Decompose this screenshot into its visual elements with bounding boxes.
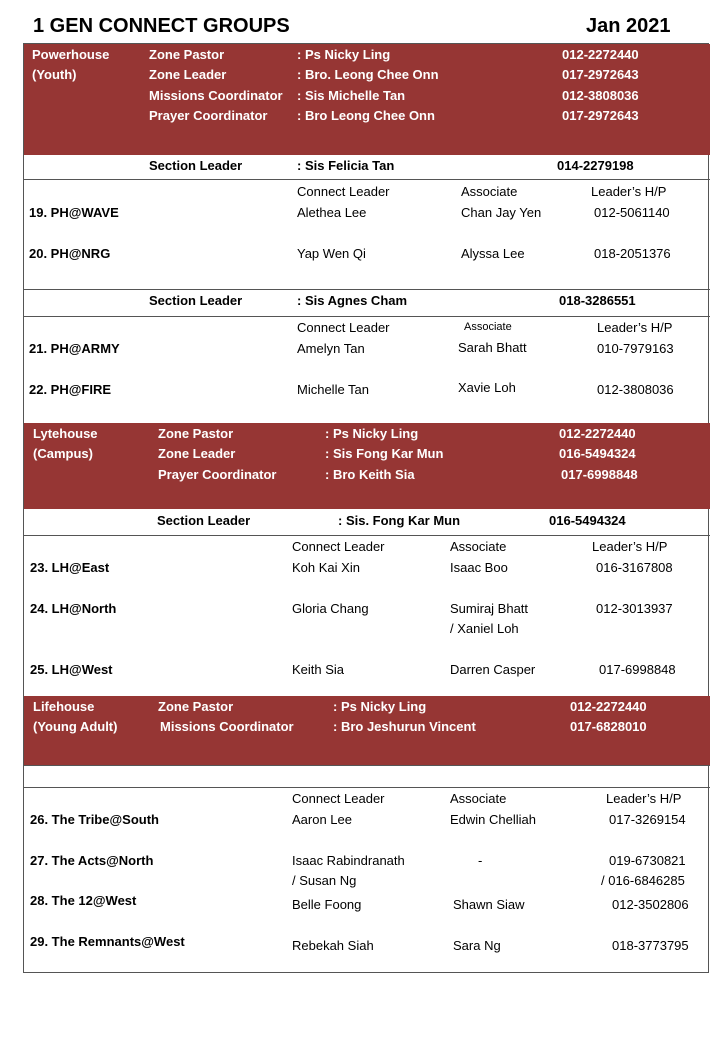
divider bbox=[24, 535, 710, 536]
group-associate: Sarah Bhatt bbox=[458, 340, 527, 355]
group-name: 26. The Tribe@South bbox=[30, 812, 159, 827]
group-leader: Alethea Lee bbox=[297, 205, 367, 220]
group-name: 23. LH@East bbox=[30, 560, 110, 575]
zone-sub: (Youth) bbox=[32, 67, 77, 82]
group-name: 22. PH@FIRE bbox=[29, 382, 112, 397]
group-phone-extra: / 016-6846285 bbox=[601, 873, 685, 888]
col-header-leader: Connect Leader bbox=[297, 184, 390, 199]
zone-name: Lytehouse bbox=[33, 426, 98, 441]
zone-phone: 012-2272440 bbox=[559, 426, 636, 441]
group-name: 20. PH@NRG bbox=[29, 246, 111, 261]
group-leader: Amelyn Tan bbox=[297, 341, 365, 356]
divider bbox=[24, 316, 710, 317]
section-person: : Sis Agnes Cham bbox=[297, 293, 408, 308]
group-phone: 019-6730821 bbox=[609, 853, 686, 868]
zone-person: : Bro Keith Sia bbox=[325, 467, 415, 482]
zone-phone: 017-6828010 bbox=[570, 719, 647, 734]
group-name: 21. PH@ARMY bbox=[29, 341, 120, 356]
group-name: 29. The Remnants@West bbox=[30, 934, 185, 949]
col-header-hp: Leader’s H/P bbox=[597, 320, 673, 335]
zone-role: Zone Pastor bbox=[149, 47, 225, 62]
group-phone: 012-3808036 bbox=[597, 382, 674, 397]
col-header-leader: Connect Leader bbox=[292, 539, 385, 554]
group-phone: 012-3013937 bbox=[596, 601, 673, 616]
group-associate: Alyssa Lee bbox=[461, 246, 525, 261]
zone-phone: 017-2972643 bbox=[562, 67, 639, 82]
group-associate: Darren Casper bbox=[450, 662, 536, 677]
zone-band-lifehouse bbox=[24, 696, 710, 765]
zone-role: Zone Pastor bbox=[158, 699, 234, 714]
group-associate: Chan Jay Yen bbox=[461, 205, 542, 220]
group-leader: Rebekah Siah bbox=[292, 938, 374, 953]
zone-band-lytehouse bbox=[24, 423, 710, 509]
zone-role: Missions Coordinator bbox=[160, 719, 294, 734]
group-associate: Sumiraj Bhatt bbox=[450, 601, 529, 616]
zone-person: : Sis Michelle Tan bbox=[297, 88, 406, 103]
zone-phone: 012-2272440 bbox=[570, 699, 647, 714]
divider bbox=[24, 787, 710, 788]
group-leader: Aaron Lee bbox=[292, 812, 352, 827]
section-phone: 014-2279198 bbox=[557, 158, 634, 173]
group-leader-extra: / Susan Ng bbox=[292, 873, 357, 888]
group-name: 24. LH@North bbox=[30, 601, 117, 616]
zone-person: : Bro Leong Chee Onn bbox=[297, 108, 435, 123]
zone-phone: 012-2272440 bbox=[562, 47, 639, 62]
col-header-hp: Leader’s H/P bbox=[592, 539, 668, 554]
divider bbox=[24, 179, 710, 180]
zone-role: Missions Coordinator bbox=[149, 88, 283, 103]
zone-person: : Bro Jeshurun Vincent bbox=[333, 719, 476, 734]
zone-person: : Ps Nicky Ling bbox=[297, 47, 391, 62]
section-phone: 016-5494324 bbox=[549, 513, 626, 528]
group-name: 19. PH@WAVE bbox=[29, 205, 119, 220]
zone-name: Lifehouse bbox=[33, 699, 95, 714]
zone-role: Zone Leader bbox=[149, 67, 227, 82]
zone-phone: 012-3808036 bbox=[562, 88, 639, 103]
col-header-associate: Associate bbox=[461, 184, 518, 199]
group-phone: 017-6998848 bbox=[599, 662, 676, 677]
zone-phone: 017-2972643 bbox=[562, 108, 639, 123]
col-header-associate: Associate bbox=[450, 791, 507, 806]
group-leader: Gloria Chang bbox=[292, 601, 369, 616]
divider bbox=[24, 765, 710, 766]
group-phone: 018-2051376 bbox=[594, 246, 671, 261]
group-leader: Belle Foong bbox=[292, 897, 362, 912]
group-associate: Xavie Loh bbox=[458, 380, 516, 395]
zone-person: : Ps Nicky Ling bbox=[325, 426, 419, 441]
group-phone: 012-3502806 bbox=[612, 897, 689, 912]
group-name: 28. The 12@West bbox=[30, 893, 137, 908]
group-phone: 017-3269154 bbox=[609, 812, 686, 827]
group-associate: - bbox=[478, 853, 483, 868]
group-name: 25. LH@West bbox=[30, 662, 113, 677]
group-leader: Isaac Rabindranath bbox=[292, 853, 405, 868]
group-associate-extra: / Xaniel Loh bbox=[450, 621, 519, 636]
group-leader: Yap Wen Qi bbox=[297, 246, 366, 261]
zone-role: Zone Pastor bbox=[158, 426, 234, 441]
col-header-hp: Leader’s H/P bbox=[591, 184, 667, 199]
col-header-leader: Connect Leader bbox=[297, 320, 390, 335]
col-header-associate: Associate bbox=[464, 321, 512, 333]
group-phone: 018-3773795 bbox=[612, 938, 689, 953]
page-title: 1 GEN CONNECT GROUPS bbox=[33, 15, 290, 37]
zone-sub: (Young Adult) bbox=[33, 719, 118, 734]
page-date: Jan 2021 bbox=[586, 15, 671, 37]
zone-name: Powerhouse bbox=[32, 47, 110, 62]
divider bbox=[24, 289, 710, 290]
zone-band-powerhouse bbox=[24, 44, 710, 155]
section-person: : Sis Felicia Tan bbox=[297, 158, 395, 173]
zone-role: Prayer Coordinator bbox=[158, 467, 277, 482]
section-person: : Sis. Fong Kar Mun bbox=[338, 513, 461, 528]
col-header-hp: Leader’s H/P bbox=[606, 791, 682, 806]
group-name: 27. The Acts@North bbox=[30, 853, 154, 868]
section-label: Section Leader bbox=[149, 293, 243, 308]
section-label: Section Leader bbox=[149, 158, 243, 173]
zone-phone: 017-6998848 bbox=[561, 467, 638, 482]
zone-person: : Sis Fong Kar Mun bbox=[325, 446, 444, 461]
group-associate: Shawn Siaw bbox=[453, 897, 525, 912]
group-associate: Sara Ng bbox=[453, 938, 501, 953]
section-phone: 018-3286551 bbox=[559, 293, 636, 308]
group-leader: Koh Kai Xin bbox=[292, 560, 360, 575]
zone-sub: (Campus) bbox=[33, 446, 93, 461]
zone-role: Prayer Coordinator bbox=[149, 108, 268, 123]
group-associate: Isaac Boo bbox=[450, 560, 508, 575]
zone-phone: 016-5494324 bbox=[559, 446, 636, 461]
group-phone: 010-7979163 bbox=[597, 341, 674, 356]
col-header-associate: Associate bbox=[450, 539, 507, 554]
group-leader: Keith Sia bbox=[292, 662, 345, 677]
col-header-leader: Connect Leader bbox=[292, 791, 385, 806]
zone-person: : Ps Nicky Ling bbox=[333, 699, 427, 714]
section-label: Section Leader bbox=[157, 513, 251, 528]
group-associate: Edwin Chelliah bbox=[450, 812, 536, 827]
zone-role: Zone Leader bbox=[158, 446, 236, 461]
group-leader: Michelle Tan bbox=[297, 382, 370, 397]
group-phone: 012-5061140 bbox=[594, 205, 670, 220]
group-phone: 016-3167808 bbox=[596, 560, 673, 575]
zone-person: : Bro. Leong Chee Onn bbox=[297, 67, 439, 82]
